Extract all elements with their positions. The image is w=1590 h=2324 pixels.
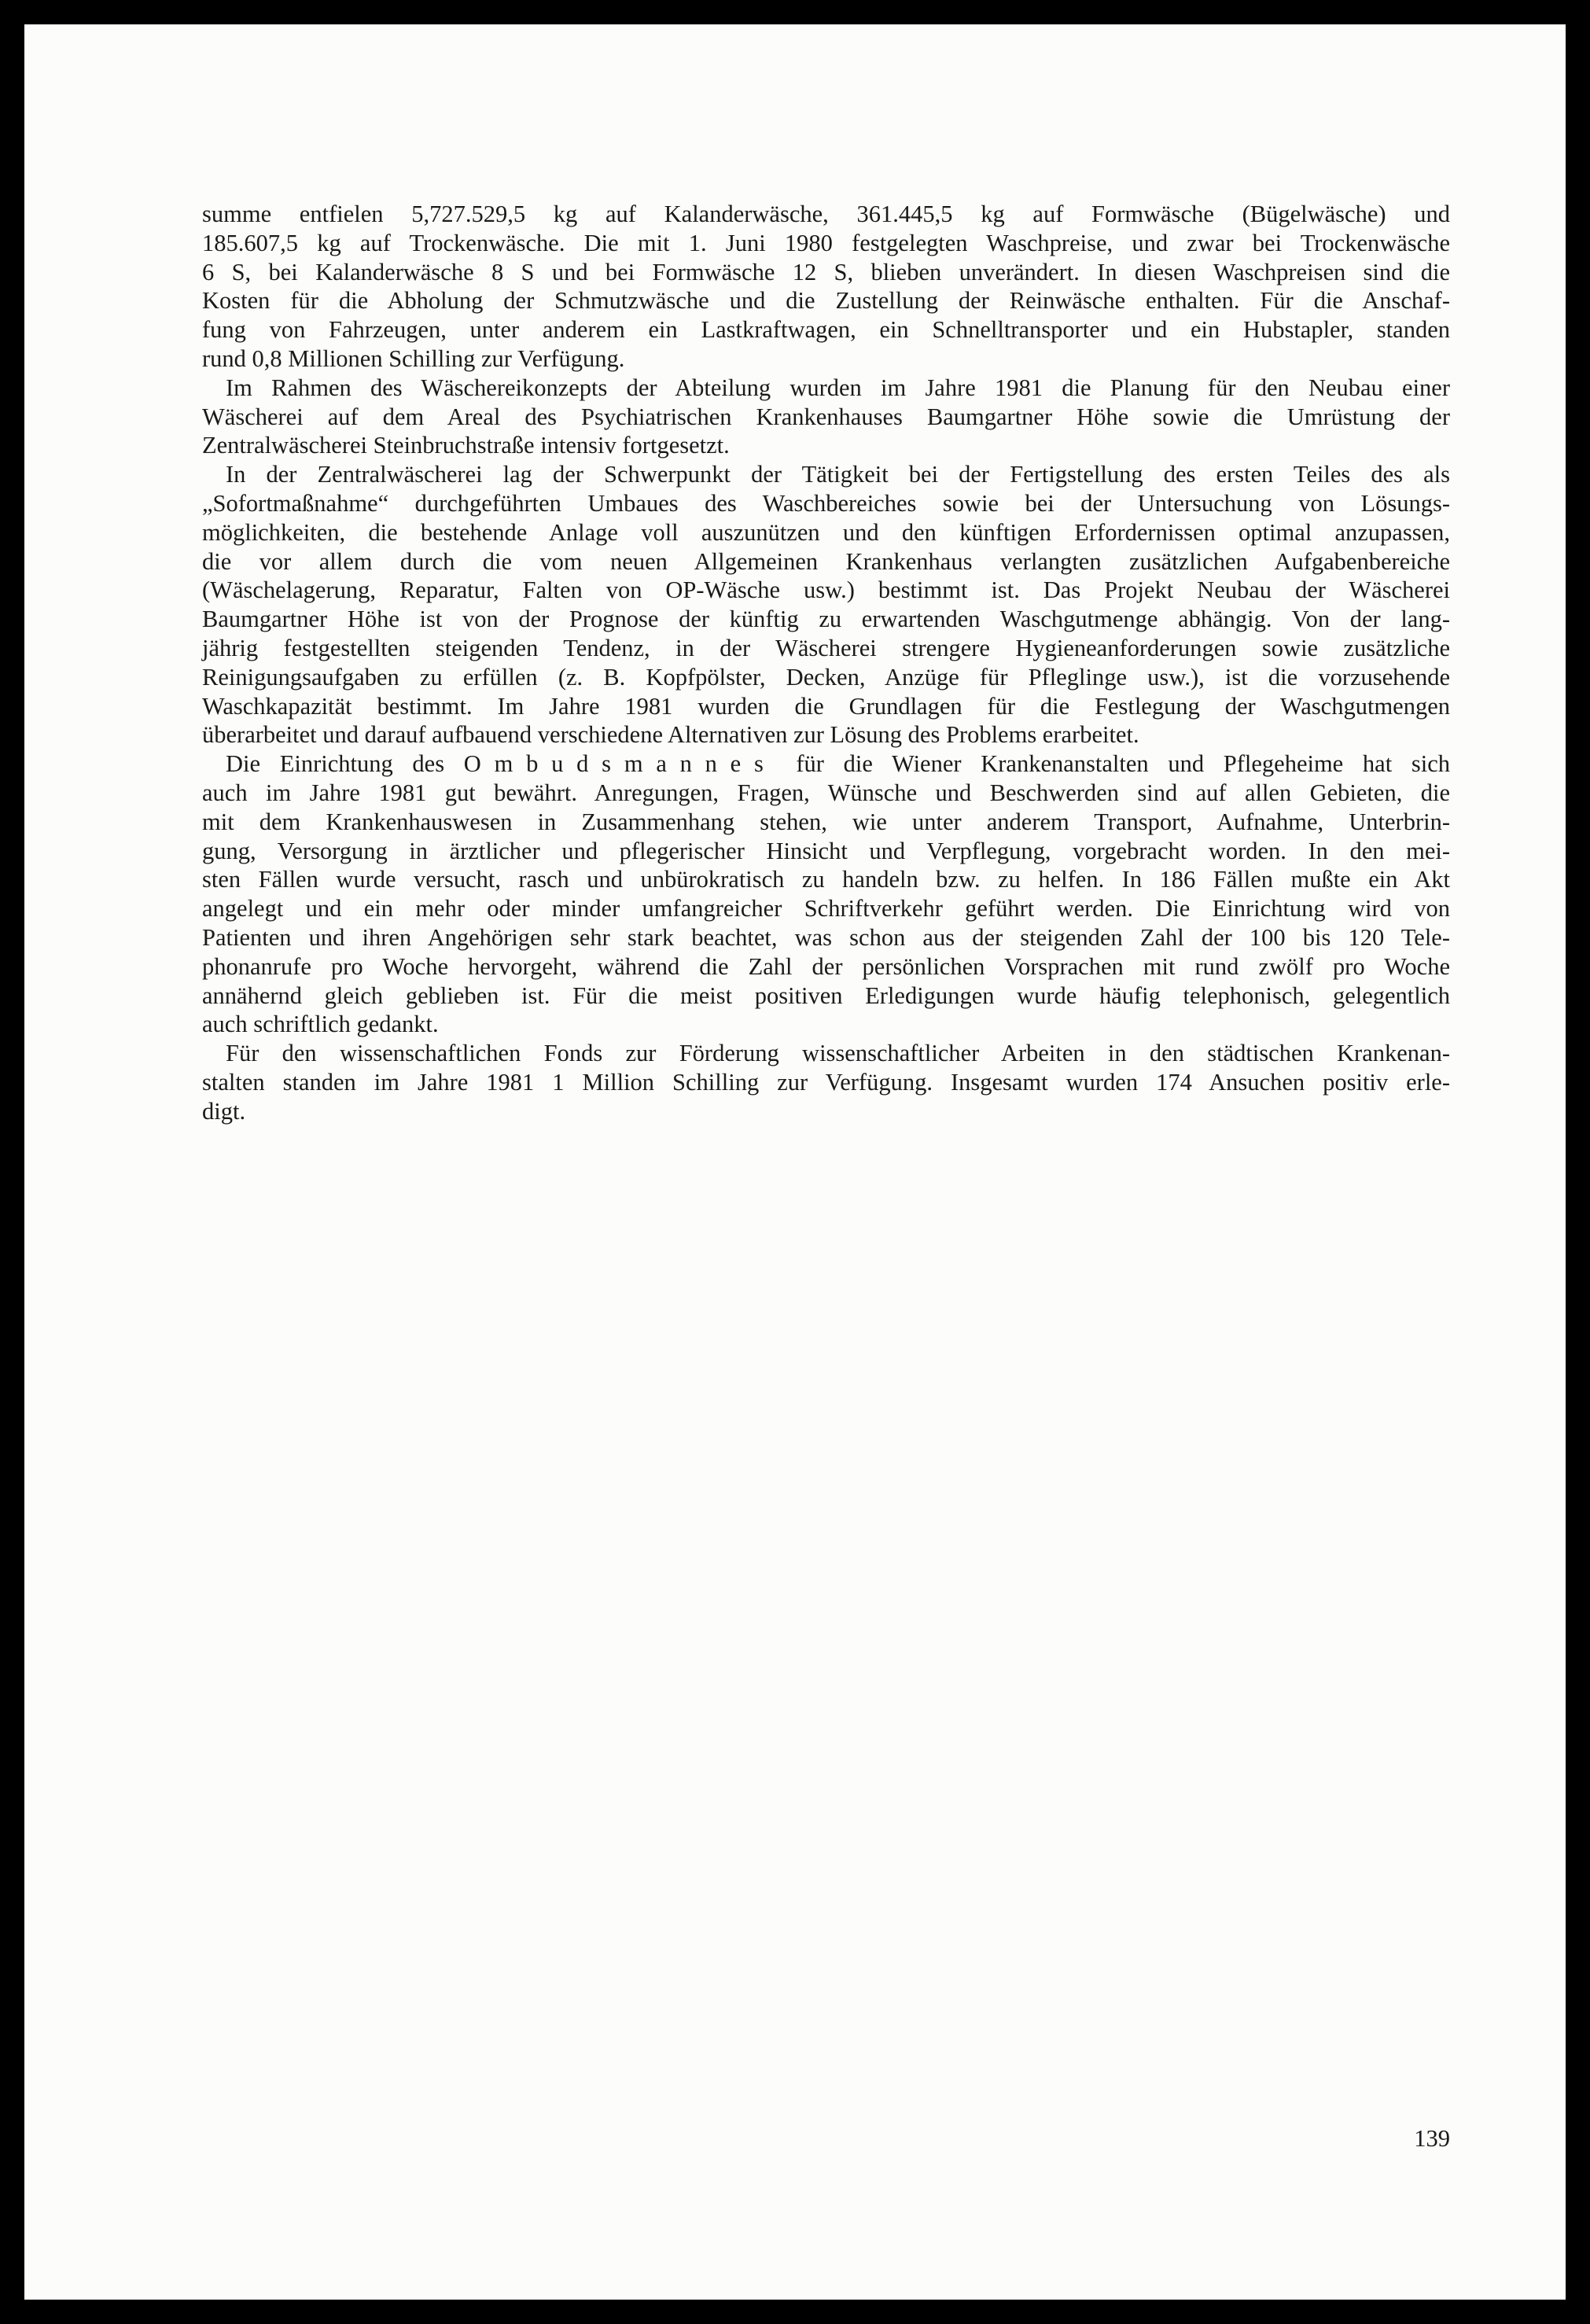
paragraph-laundry-concept	[202, 374, 1450, 460]
text-line: summe entfielen 5,727.529,5 kg auf Kalanderwäsche, 361.445,5 kg auf Formwäsche (Bügelwäsche) und	[202, 201, 1450, 227]
text-line: annähernd gleich geblieben ist. Für die meist positiven Erledigungen wurde häufig telephonisch, gelegentlich	[202, 982, 1450, 1009]
text-line: 6 S, bei Kalanderwäsche 8 S und bei Formwäsche 12 S, blieben unverändert. In diesen Waschpreisen sind die	[202, 258, 1450, 285]
page-number: 139	[1414, 2125, 1450, 2152]
paragraph-ombudsman	[202, 749, 1450, 1039]
text-line: 185.607,5 kg auf Trockenwäsche. Die mit 1. Juni 1980 festgelegten Waschpreise, und zwar bei Trockenwäsche	[202, 229, 1450, 256]
text-line: Kosten für die Abholung der Schmutzwäsche und die Zustellung der Reinwäsche enthalten. Für die Anschaf-	[202, 287, 1450, 315]
text-line: die vor allem durch die vom neuen Allgemeinen Krankenhaus verlangten zusätzlichen Aufgabenbereiche	[202, 547, 1450, 575]
text-line: möglichkeiten, die bestehende Anlage voll auszunützen und den künftigen Erfordernissen optimal anzupassen,	[202, 518, 1450, 546]
text-line: In der Zentralwäscherei lag der Schwerpunkt der Tätigkeit bei der Fertigstellung des ersten Teiles des als	[226, 461, 1450, 488]
text-line: angelegt und ein mehr oder minder umfangreicher Schriftverkehr geführt werden. Die Einrichtung wird von	[202, 895, 1450, 923]
text-line: fung von Fahrzeugen, unter anderem ein Lastkraftwagen, ein Schnelltransporter und ein Hubstapler, standen	[202, 316, 1450, 344]
text-line: auch schriftlich gedankt.	[202, 1011, 439, 1038]
text-line: auch im Jahre 1981 gut bewährt. Anregungen, Fragen, Wünsche und Beschwerden sind auf allen Gebieten, die	[202, 779, 1450, 806]
text-line: mit dem Krankenhauswesen in Zusammenhang stehen, wie unter anderem Transport, Aufnahme, Unterbrin-	[202, 808, 1450, 835]
text-line: Wäscherei auf dem Areal des Psychiatrischen Krankenhauses Baumgartner Höhe sowie die Umrüstung der	[202, 403, 1450, 430]
text-line: Baumgartner Höhe ist von der Prognose der künftig zu erwartenden Waschgutmenge abhängig. Von der lang-	[202, 606, 1450, 633]
text-line: gung, Versorgung in ärztlicher und pflegerischer Hinsicht und Verpflegung, vorgebracht worden. In den mei-	[202, 837, 1450, 864]
text-segment: Die Einrichtung des	[226, 750, 445, 778]
text-line: (Wäschelagerung, Reparatur, Falten von OP-Wäsche usw.) bestimmt ist. Das Projekt Neubau der Wäscherei	[202, 576, 1450, 604]
text-line: Für den wissenschaftlichen Fonds zur Förderung wissenschaftlicher Arbeiten in den städtischen Krankenan-	[226, 1040, 1450, 1067]
text-line: digt.	[202, 1097, 246, 1125]
paragraph-research-fund	[202, 1039, 1450, 1125]
document-page	[24, 24, 1566, 2300]
text-line: Waschkapazität bestimmt. Im Jahre 1981 wurden die Grundlagen für die Festlegung der Waschgutmengen	[202, 692, 1450, 720]
body-text	[202, 200, 1450, 1126]
emphasized-term: Ombudsmannes	[463, 750, 777, 778]
text-line: Im Rahmen des Wäschereikonzepts der Abteilung wurden im Jahre 1981 die Planung für den Neubau einer	[226, 374, 1450, 401]
text-line: Zentralwäscherei Steinbruchstraße intensiv fortgesetzt.	[202, 432, 730, 459]
text-line: Patienten und ihren Angehörigen sehr stark beachtet, was schon aus der steigenden Zahl der 100 bis 120 Tele-	[202, 923, 1450, 951]
text-segment: für die Wiener Krankenanstalten und Pflegeheime hat sich	[796, 750, 1451, 778]
text-line: stalten standen im Jahre 1981 1 Million Schilling zur Verfügung. Insgesamt wurden 174 Ansuchen positiv erle-	[202, 1068, 1450, 1096]
text-line: überarbeitet und darauf aufbauend verschiedene Alternativen zur Lösung des Problems erarbeitet.	[202, 721, 1139, 749]
text-line: phonanrufe pro Woche hervorgeht, während die Zahl der persönlichen Vorsprachen mit rund zwölf pro Woche	[202, 952, 1450, 980]
text-line: „Sofortmaßnahme“ durchgeführten Umbaues des Waschbereiches sowie bei der Untersuchung von Lösungs-	[202, 489, 1450, 517]
paragraph-laundry-figures	[202, 200, 1450, 374]
text-line: sten Fällen wurde versucht, rasch und unbürokratisch zu handeln bzw. zu helfen. In 186 Fällen mußte ein Akt	[202, 866, 1450, 893]
text-line: jährig festgestellten steigenden Tendenz, in der Wäscherei strengere Hygieneanforderungen sowie zusätzliche	[202, 634, 1450, 661]
paragraph-central-laundry	[202, 460, 1450, 749]
text-line	[202, 749, 1450, 779]
text-line: rund 0,8 Millionen Schilling zur Verfügung.	[202, 344, 625, 372]
text-line: Reinigungsaufgaben zu erfüllen (z. B. Kopfpölster, Decken, Anzüge für Pfleglinge usw.), ist die vorzusehende	[202, 663, 1450, 691]
